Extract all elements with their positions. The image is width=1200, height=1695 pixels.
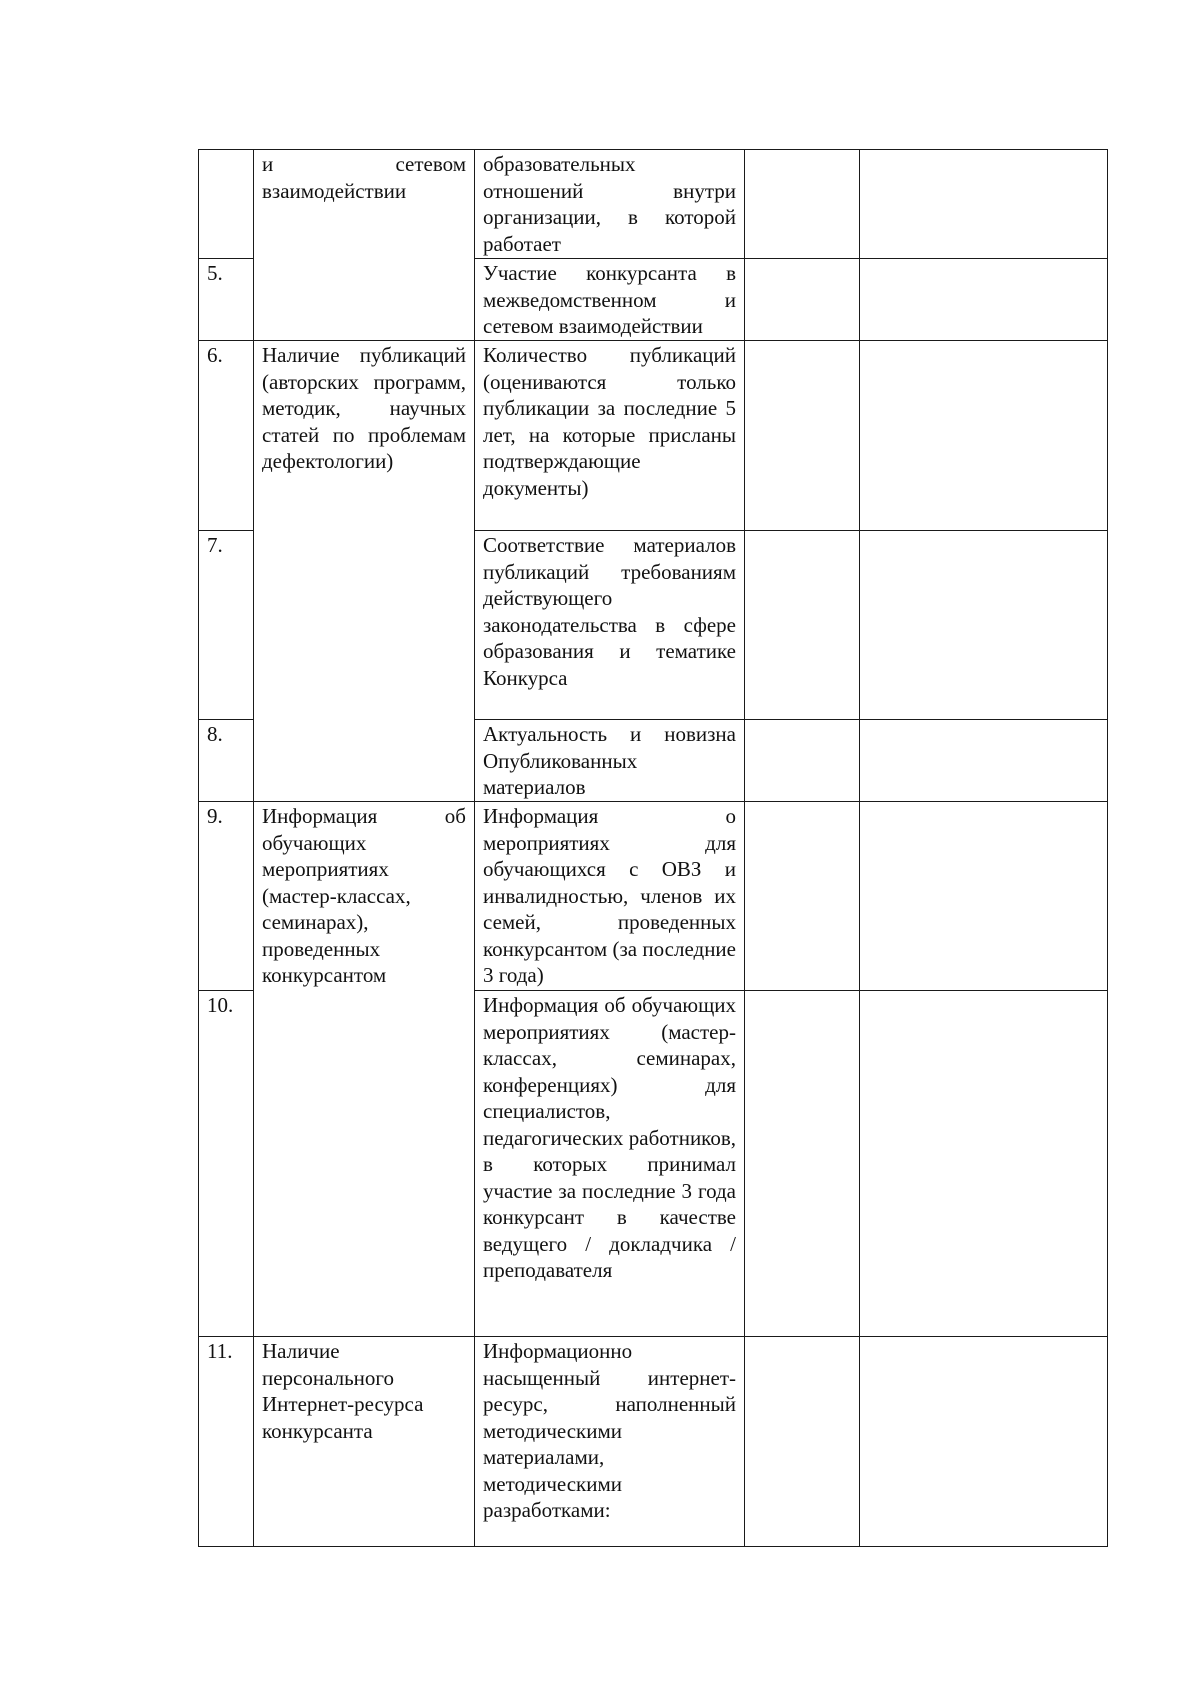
criteria-table bbox=[198, 149, 1108, 1547]
comment-cell bbox=[860, 259, 1108, 341]
score-cell bbox=[745, 259, 860, 341]
comment-cell bbox=[860, 991, 1108, 1337]
row-number bbox=[199, 150, 254, 259]
criterion-cell: Информация об обучающих мероприятиях (мастер-классах, семинарах), проведенных конкурсантом bbox=[254, 802, 475, 1337]
indicator-cell: Информация об обучающих мероприятиях (мастер-классах, семинарах, конференциях) для специалистов, педагогических работников, в которых принимал участие за последние 3 года конкурсант в качестве ведущего / докладчика / преподавателя bbox=[475, 991, 745, 1337]
comment-cell bbox=[860, 150, 1108, 259]
criterion-cell: Наличие персонального Интернет-ресурса конкурсанта bbox=[254, 1337, 475, 1547]
comment-cell bbox=[860, 802, 1108, 991]
table-row bbox=[199, 802, 1108, 991]
indicator-cell: образовательных отношений внутри организации, в которой работает bbox=[475, 150, 745, 259]
row-number: 11. bbox=[199, 1337, 254, 1547]
indicator-cell: Количество публикаций (оцениваются только публикации за последние 5 лет, на которые присланы подтверждающие документы) bbox=[475, 341, 745, 531]
table-row bbox=[199, 1337, 1108, 1547]
score-cell bbox=[745, 1337, 860, 1547]
table-row bbox=[199, 150, 1108, 259]
score-cell bbox=[745, 720, 860, 802]
criterion-cell: Наличие публикаций (авторских программ, методик, научных статей по проблемам дефектологии) bbox=[254, 341, 475, 802]
criterion-cell bbox=[254, 150, 475, 341]
comment-cell bbox=[860, 1337, 1108, 1547]
comment-cell bbox=[860, 531, 1108, 720]
indicator-cell: Соответствие материалов публикаций требованиям действующего законодательства в сфере образования и тематике Конкурса bbox=[475, 531, 745, 720]
score-cell bbox=[745, 341, 860, 531]
comment-cell bbox=[860, 341, 1108, 531]
indicator-cell: Информация о мероприятиях для обучающихся с ОВЗ и инвалидностью, членов их семей, проведенных конкурсантом (за последние 3 года) bbox=[475, 802, 745, 991]
indicator-cell: Информационно насыщенный интернет-ресурс, наполненный методическими материалами, методическими разработками: bbox=[475, 1337, 745, 1547]
score-cell bbox=[745, 991, 860, 1337]
row-number: 10. bbox=[199, 991, 254, 1337]
score-cell bbox=[745, 531, 860, 720]
row-number: 7. bbox=[199, 531, 254, 720]
row-number: 8. bbox=[199, 720, 254, 802]
row-number: 9. bbox=[199, 802, 254, 991]
indicator-cell: Участие конкурсанта в межведомственном и сетевом взаимодействии bbox=[475, 259, 745, 341]
score-cell bbox=[745, 802, 860, 991]
table-row bbox=[199, 341, 1108, 531]
row-number: 6. bbox=[199, 341, 254, 531]
score-cell bbox=[745, 150, 860, 259]
row-number: 5. bbox=[199, 259, 254, 341]
comment-cell bbox=[860, 720, 1108, 802]
indicator-cell: Актуальность и новизна Опубликованных материалов bbox=[475, 720, 745, 802]
criterion-text: и сетевом взаимодействии bbox=[262, 152, 466, 203]
